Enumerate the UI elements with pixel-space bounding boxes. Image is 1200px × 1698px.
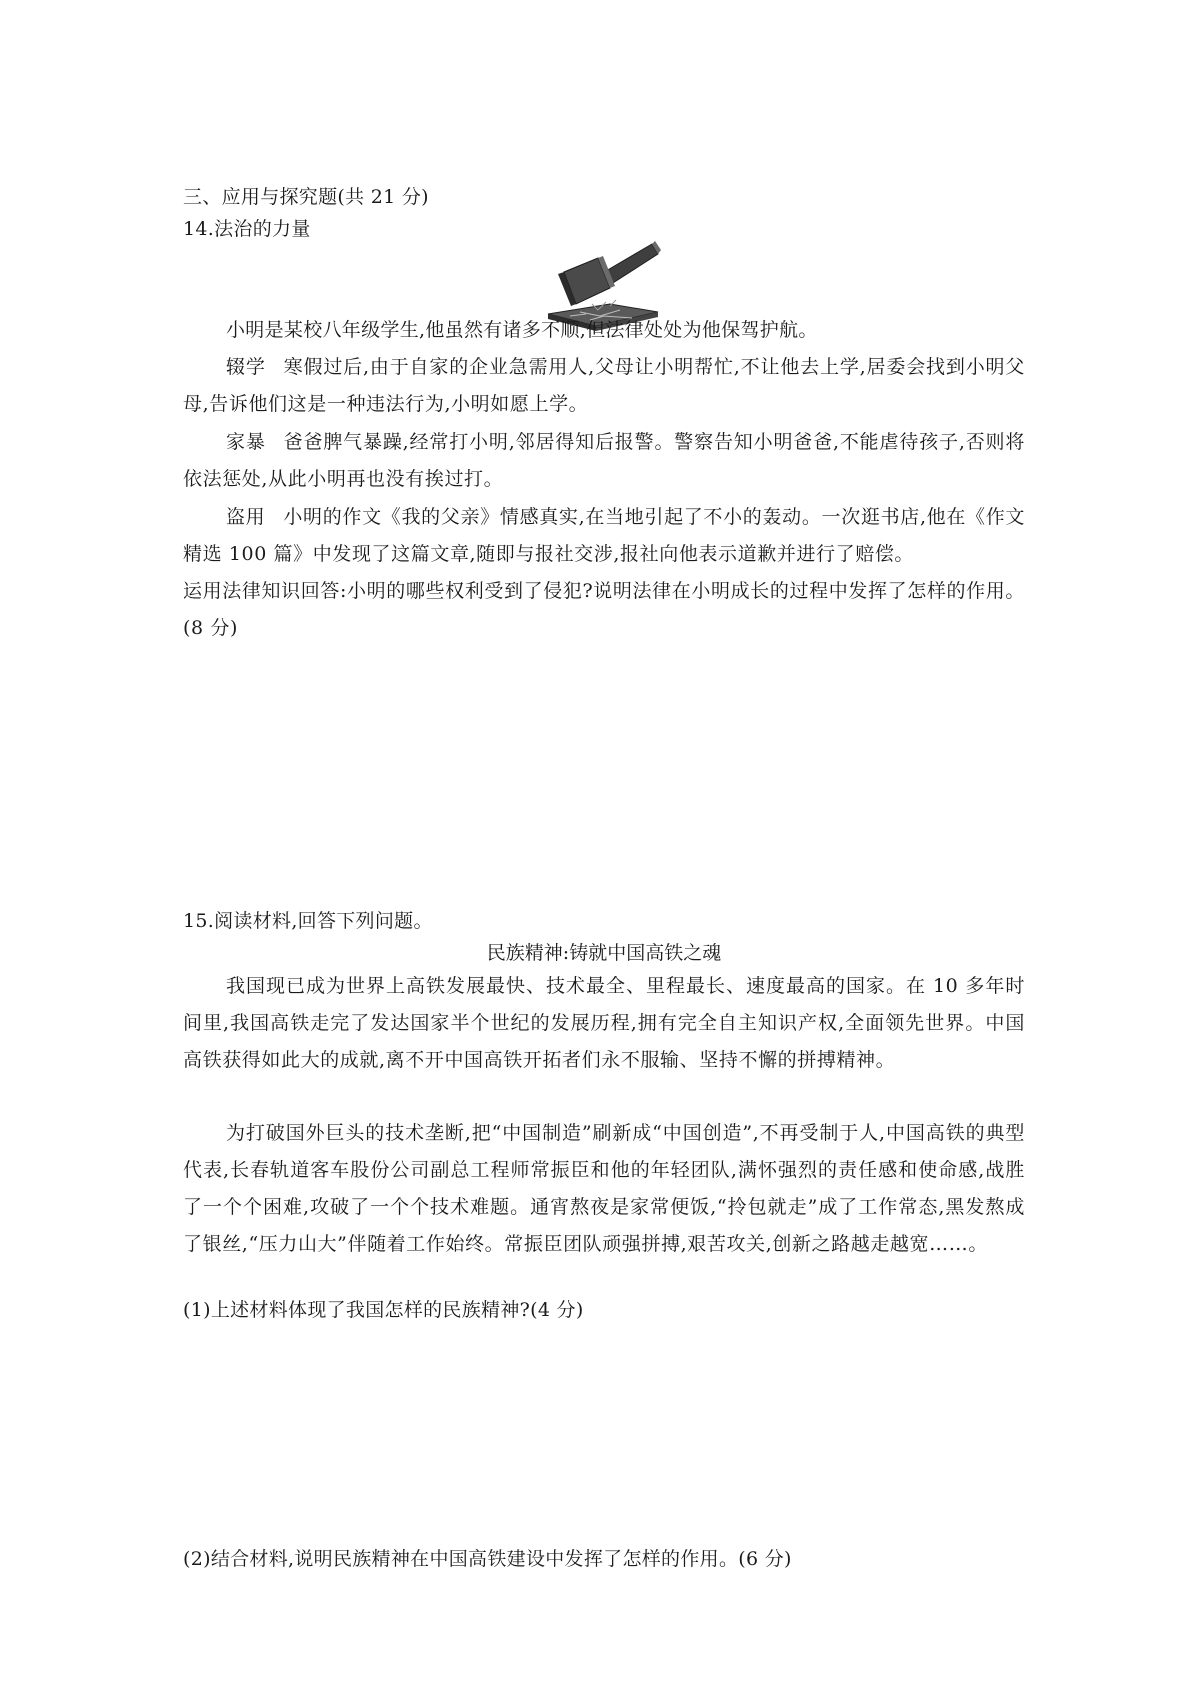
q15-para-1-text: 我国现已成为世界上高铁发展最快、技术最全、里程最长、速度最高的国家。在 10 多年时间里,我国高铁走完了发达国家半个世纪的发展历程,拥有完全自主知识产权,全面领先世界。中国高铁获得如此大的成就,离不开中国高铁开拓者们永不服输、坚持不懈的拼搏精神。 [183,975,1025,1071]
q15-sub-question-2: (2)结合材料,说明民族精神在中国高铁建设中发挥了怎样的作用。(6 分) [183,1548,792,1570]
q14-term-dropout: 辍学 [226,356,266,378]
q15-para-2 [183,1115,1025,1263]
q14-para-violence [183,424,1025,498]
q14-title: 14.法治的力量 [183,218,311,240]
q15-title: 15.阅读材料,回答下列问题。 [183,910,433,932]
q14-term-plagiarism: 盗用 [226,506,266,528]
q15-sub-question-1: (1)上述材料体现了我国怎样的民族精神?(4 分) [183,1299,584,1321]
section-heading: 三、应用与探究题(共 21 分) [183,186,429,208]
q15-para-2-text: 为打破国外巨头的技术垄断,把“中国制造”刷新成“中国创造”,不再受制于人,中国高铁的典型代表,长春轨道客车股份公司副总工程师常振臣和他的年轻团队,满怀强烈的责任感和使命感,战胜了一个个困难,攻破了一个个技术难题。通宵熬夜是家常便饭,“拎包就走”成了工作常态,黑发熬成了银丝,“压力山大”伴随着工作始终。常振臣团队顽强拼搏,艰苦攻关,创新之路越走越宽……。 [183,1122,1025,1255]
q14-question-text: 运用法律知识回答:小明的哪些权利受到了侵犯?说明法律在小明成长的过程中发挥了怎样的作用。(8 分) [183,580,1025,639]
q14-term-violence: 家暴 [226,431,266,453]
q14-text-violence: 爸爸脾气暴躁,经常打小明,邻居得知后报警。警察告知小明爸爸,不能虐待孩子,否则将依法惩处,从此小明再也没有挨过打。 [183,431,1025,490]
q14-text-plagiarism: 小明的作文《我的父亲》情感真实,在当地引起了不小的轰动。一次逛书店,他在《作文精选 100 篇》中发现了这篇文章,随即与报社交涉,报社向他表示道歉并进行了赔偿。 [183,506,1026,565]
q15-material-title: 民族精神:铸就中国高铁之魂 [486,942,722,964]
q14-intro: 小明是某校八年级学生,他虽然有诸多不顺,但法律处处为他保驾护航。 [226,319,818,341]
q15-para-1 [183,968,1025,1079]
q14-question [183,573,1025,647]
q14-text-dropout: 寒假过后,由于自家的企业急需用人,父母让小明帮忙,不让他去上学,居委会找到小明父母,告诉他们这是一种违法行为,小明如愿上学。 [183,356,1025,415]
q14-para-plagiarism [183,499,1025,573]
q14-para-dropout [183,349,1025,423]
